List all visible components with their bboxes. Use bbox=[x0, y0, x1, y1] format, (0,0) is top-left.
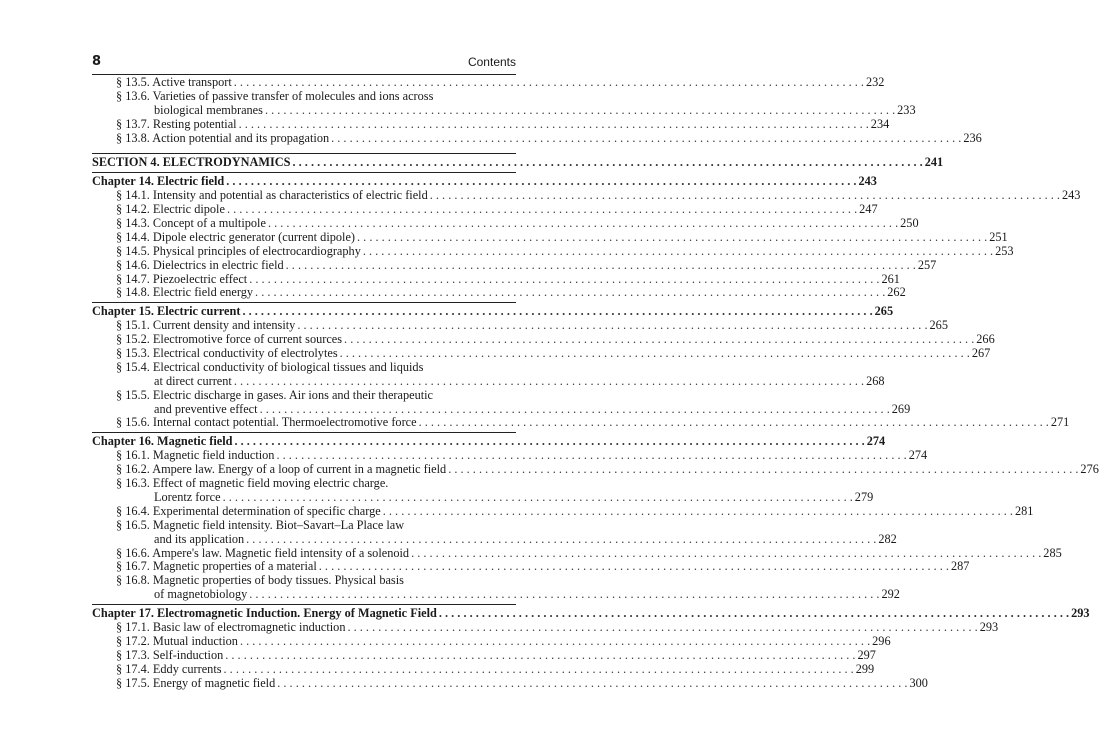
entry-page: 234 bbox=[870, 116, 890, 131]
dot-leader bbox=[268, 217, 898, 231]
toc-entry-continuation bbox=[92, 531, 897, 547]
entry-page: 269 bbox=[891, 401, 911, 416]
entry-text: § 17.1. Basic law of electromagnetic induction bbox=[116, 619, 346, 634]
page-number: 8 bbox=[92, 54, 102, 69]
toc-entry bbox=[92, 318, 948, 333]
entry-page: 268 bbox=[866, 373, 885, 388]
entry-text: § 14.7. Piezoelectric effect bbox=[116, 271, 248, 286]
entry-text: § 17.2. Mutual induction bbox=[116, 633, 238, 648]
entry-text: § 16.5. Magnetic field intensity. Biot–Savart–La Place law bbox=[116, 517, 405, 532]
toc-entry bbox=[92, 647, 876, 663]
entry-text: § 15.6. Internal contact potential. Thermoelectromotive force bbox=[116, 415, 417, 430]
toc-entry-continuation bbox=[92, 401, 911, 417]
page-header bbox=[92, 52, 516, 75]
entry-text: at direct current bbox=[154, 373, 232, 388]
dot-leader bbox=[363, 245, 993, 259]
entry-text: § 17.3. Self-induction bbox=[116, 647, 224, 662]
entry-page: 251 bbox=[989, 229, 1008, 244]
entry-text: § 15.2. Electromotive force of current sources bbox=[116, 332, 343, 347]
toc-entry bbox=[92, 545, 1062, 561]
dot-leader bbox=[225, 649, 855, 663]
dot-leader bbox=[224, 663, 854, 677]
toc-entry bbox=[92, 202, 878, 217]
chapter-divider bbox=[92, 432, 516, 433]
entry-text: SECTION 4. ELECTRODYNAMICS bbox=[92, 155, 291, 170]
dot-leader bbox=[234, 375, 864, 389]
entry-text: of magnetobiology bbox=[154, 587, 248, 602]
dot-leader bbox=[255, 286, 885, 300]
chapter-heading bbox=[92, 606, 1090, 621]
chapter-divider bbox=[92, 172, 516, 173]
entry-text: § 14.2. Electric dipole bbox=[116, 202, 225, 217]
entry-text: § 13.7. Resting potential bbox=[116, 116, 237, 131]
toc-entry-continuation bbox=[92, 373, 885, 389]
entry-text: § 16.8. Magnetic properties of body tissues. Physical basis bbox=[116, 573, 404, 588]
entry-text: Chapter 15. Electric current bbox=[92, 304, 241, 319]
entry-page: 299 bbox=[855, 661, 875, 676]
entry-text: § 16.1. Magnetic field induction bbox=[116, 448, 275, 463]
entry-text: § 14.5. Physical principles of electrocardiography bbox=[116, 243, 361, 258]
entry-page: 253 bbox=[995, 243, 1014, 258]
entry-page: 241 bbox=[924, 155, 944, 170]
dot-leader bbox=[419, 416, 1049, 430]
dot-leader bbox=[439, 607, 1069, 621]
entry-text: § 15.4. Electrical conductivity of biological tissues and liquids bbox=[116, 359, 424, 374]
dot-leader bbox=[260, 403, 890, 417]
toc-entry bbox=[92, 633, 891, 649]
entry-page: 243 bbox=[858, 174, 877, 189]
table-of-contents bbox=[92, 75, 1099, 690]
entry-page: 285 bbox=[1043, 545, 1062, 560]
toc-entry bbox=[92, 448, 928, 463]
entry-text: Chapter 14. Electric field bbox=[92, 174, 225, 189]
toc-entry-continuation bbox=[92, 587, 900, 602]
entry-text: and its application bbox=[154, 531, 245, 546]
entry-page: 243 bbox=[1061, 188, 1081, 203]
dot-leader bbox=[265, 104, 895, 118]
entry-text: § 17.4. Eddy currents bbox=[116, 661, 222, 676]
entry-text: § 13.6. Varieties of passive transfer of molecules and ions across bbox=[116, 88, 434, 103]
entry-text: § 14.6. Dielectrics in electric field bbox=[116, 257, 284, 272]
entry-text: § 15.3. Electrical conductivity of electrolytes bbox=[116, 346, 338, 361]
dot-leader bbox=[344, 333, 974, 347]
entry-text: § 15.1. Current density and intensity bbox=[116, 318, 296, 333]
entry-text: § 16.3. Effect of magnetic field moving electric charge. bbox=[116, 476, 389, 491]
chapter-heading bbox=[92, 434, 886, 449]
entry-text: § 14.8. Electric field energy bbox=[116, 285, 254, 300]
toc-entry bbox=[92, 519, 516, 533]
entry-text: Chapter 17. Electromagnetic Induction. Energy of Magnetic Field bbox=[92, 606, 437, 621]
entry-page: 292 bbox=[881, 587, 900, 602]
toc-entry bbox=[92, 229, 1008, 245]
toc-entry bbox=[92, 285, 906, 300]
toc-entry bbox=[92, 216, 919, 231]
entry-page: 247 bbox=[859, 202, 878, 217]
dot-leader bbox=[239, 118, 869, 132]
toc-entry-continuation bbox=[92, 489, 874, 505]
toc-entry bbox=[92, 257, 937, 273]
entry-page: 293 bbox=[979, 619, 999, 634]
entry-text: Chapter 16. Magnetic field bbox=[92, 434, 233, 449]
entry-text: § 13.8. Action potential and its propagation bbox=[116, 130, 330, 145]
dot-leader bbox=[223, 491, 853, 505]
toc-entry bbox=[92, 332, 995, 347]
dot-leader bbox=[347, 621, 977, 635]
chapter-divider bbox=[92, 604, 516, 605]
entry-page: 281 bbox=[1014, 503, 1034, 518]
dot-leader bbox=[340, 347, 970, 361]
dot-leader bbox=[227, 203, 857, 217]
entry-text: § 13.5. Active transport bbox=[116, 75, 232, 89]
dot-leader bbox=[297, 319, 927, 333]
toc-entry bbox=[92, 75, 885, 90]
toc-entry-continuation bbox=[92, 102, 916, 118]
entry-page: 236 bbox=[963, 130, 982, 145]
entry-page: 282 bbox=[878, 531, 897, 546]
entry-page: 265 bbox=[929, 318, 948, 333]
toc-entry bbox=[92, 116, 890, 132]
dot-leader bbox=[276, 449, 906, 463]
section-divider bbox=[92, 153, 516, 154]
section-heading bbox=[92, 155, 944, 170]
toc-entry bbox=[92, 675, 928, 691]
entry-text: § 16.2. Ampere law. Energy of a loop of current in a magnetic field bbox=[116, 462, 447, 477]
entry-text: and preventive effect bbox=[154, 401, 258, 416]
entry-page: 257 bbox=[917, 257, 937, 272]
entry-text: § 16.4. Experimental determination of specific charge bbox=[116, 503, 381, 518]
dot-leader bbox=[430, 189, 1060, 203]
chapter-divider bbox=[92, 302, 516, 303]
entry-page: 233 bbox=[897, 102, 916, 117]
entry-page: 265 bbox=[874, 304, 894, 319]
toc-entry bbox=[92, 462, 1099, 477]
entry-page: 296 bbox=[872, 633, 891, 648]
toc-entry bbox=[92, 361, 516, 375]
entry-text: § 14.3. Concept of a multipole bbox=[116, 216, 266, 231]
toc-entry bbox=[92, 574, 516, 588]
dot-leader bbox=[246, 533, 876, 547]
toc-entry bbox=[92, 661, 875, 677]
dot-leader bbox=[331, 132, 961, 146]
dot-leader bbox=[240, 635, 870, 649]
entry-page: 276 bbox=[1080, 462, 1099, 477]
dot-leader bbox=[277, 677, 907, 691]
dot-leader bbox=[448, 463, 1078, 477]
toc-entry bbox=[92, 346, 991, 361]
dot-leader bbox=[226, 175, 856, 189]
toc-entry bbox=[92, 415, 1070, 430]
entry-page: 297 bbox=[857, 647, 876, 662]
toc-entry bbox=[92, 619, 999, 635]
entry-text: § 16.7. Magnetic properties of a material bbox=[116, 559, 317, 574]
dot-leader bbox=[383, 505, 1013, 519]
chapter-heading bbox=[92, 304, 894, 319]
entry-page: 262 bbox=[887, 285, 906, 300]
entry-page: 267 bbox=[971, 346, 991, 361]
entry-page: 232 bbox=[866, 75, 885, 89]
dot-leader bbox=[234, 435, 864, 449]
entry-text: § 14.4. Dipole electric generator (current dipole) bbox=[116, 229, 356, 244]
entry-page: 271 bbox=[1050, 415, 1070, 430]
entry-page: 274 bbox=[908, 448, 928, 463]
entry-page: 300 bbox=[909, 675, 928, 690]
dot-leader bbox=[286, 259, 916, 273]
chapter-heading bbox=[92, 174, 877, 189]
entry-text: § 15.5. Electric discharge in gases. Air ions and their therapeutic bbox=[116, 387, 434, 402]
dot-leader bbox=[293, 156, 923, 170]
toc-entry bbox=[92, 477, 516, 491]
toc-entry bbox=[92, 389, 516, 403]
entry-text: § 16.6. Ampere's law. Magnetic field intensity of a solenoid bbox=[116, 545, 410, 560]
entry-page: 274 bbox=[866, 434, 886, 449]
spacer bbox=[92, 145, 516, 151]
dot-leader bbox=[249, 273, 879, 287]
entry-page: 261 bbox=[881, 271, 900, 286]
toc-entry bbox=[92, 271, 900, 287]
dot-leader bbox=[357, 231, 987, 245]
entry-page: 266 bbox=[976, 332, 995, 347]
dot-leader bbox=[411, 547, 1041, 561]
toc-entry bbox=[92, 243, 1014, 259]
dot-leader bbox=[242, 305, 872, 319]
entry-page: 287 bbox=[951, 559, 970, 574]
entry-page: 250 bbox=[900, 216, 919, 231]
toc-entry bbox=[92, 130, 982, 146]
dot-leader bbox=[249, 588, 879, 602]
entry-page: 279 bbox=[854, 489, 874, 504]
entry-text: § 17.5. Energy of magnetic field bbox=[116, 675, 276, 690]
toc-entry bbox=[92, 503, 1034, 519]
entry-text: biological membranes bbox=[154, 102, 263, 117]
entry-page: 293 bbox=[1071, 606, 1090, 621]
entry-text: § 14.1. Intensity and potential as characteristics of electric field bbox=[116, 188, 428, 203]
toc-entry bbox=[92, 90, 516, 104]
toc-entry bbox=[92, 559, 970, 574]
toc-entry bbox=[92, 188, 1081, 203]
running-title: Contents bbox=[467, 55, 516, 69]
dot-leader bbox=[234, 76, 864, 90]
dot-leader bbox=[319, 560, 949, 574]
entry-text: Lorentz force bbox=[154, 489, 221, 504]
